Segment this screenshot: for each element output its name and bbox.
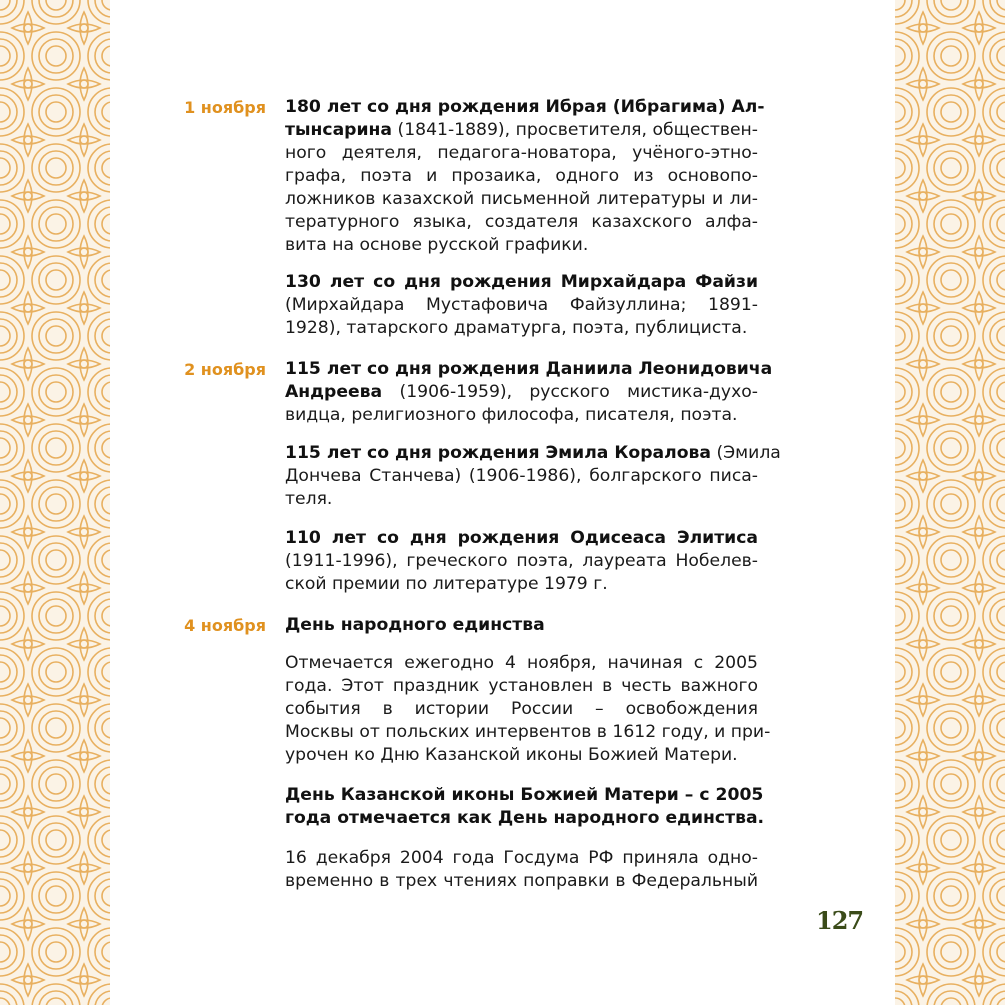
date-label: 2 ноября — [184, 360, 266, 379]
bold-heading: 180 лет со дня рождения Ибрая (Ибрагима) Ал- — [285, 97, 765, 117]
date-label: 4 ноября — [184, 616, 266, 635]
ornament-pattern-right — [895, 0, 1005, 1005]
entry-paragraph — [285, 96, 765, 257]
body-text: теля. — [285, 489, 333, 509]
entry-paragraph — [285, 614, 758, 637]
entry-paragraph — [285, 442, 781, 511]
body-text: урочен ко Дню Казанской иконы Божией Матери. — [285, 745, 738, 765]
body-text: ного деятеля, педагога-новатора, учёного-этно- — [285, 143, 758, 163]
bold-heading: 130 лет со дня рождения Мирхайдара Файзи — [285, 272, 758, 292]
bold-heading: тынсарина — [285, 120, 392, 140]
entry-paragraph — [285, 358, 773, 427]
body-text: 16 декабря 2004 года Госдума РФ приняла одно- — [285, 848, 758, 868]
entry-paragraph — [285, 271, 758, 340]
body-text: Отмечается ежегодно 4 ноября, начиная с 2005 — [285, 653, 758, 673]
body-text: Дончева Станчева) (1906-1986), болгарского писа- — [285, 466, 758, 486]
body-text: тературного языка, создателя казахского алфа- — [285, 212, 758, 232]
entry-paragraph — [285, 784, 765, 830]
body-text: события в истории России – освобождения — [285, 699, 758, 719]
bold-heading: 115 лет со дня рождения Даниила Леонидовича — [285, 359, 773, 379]
body-text: графа, поэта и прозаика, одного из основопо- — [285, 166, 758, 186]
body-text: (Мирхайдара Мустафовича Файзуллина; 1891- — [285, 295, 758, 315]
bold-heading: День Казанской иконы Божией Матери – с 2005 — [285, 785, 764, 805]
body-text: Москвы от польских интервентов в 1612 году, и при- — [285, 722, 771, 742]
ornament-pattern-left — [0, 0, 110, 1005]
entry-paragraph — [285, 527, 758, 596]
bold-heading: День народного единства — [285, 615, 545, 635]
entry-paragraph — [285, 847, 758, 893]
body-text: (Эмила — [711, 443, 781, 463]
body-text: вита на основе русской графики. — [285, 235, 589, 255]
bold-heading: года отмечается как День народного единства. — [285, 808, 765, 828]
bold-heading: Андреева — [285, 382, 383, 402]
body-text: (1841-1889), просветителя, обществен- — [392, 120, 758, 140]
body-text: года. Этот праздник установлен в честь важного — [285, 676, 758, 696]
bold-heading: 110 лет со дня рождения Одисеаса Элитиса — [285, 528, 758, 548]
ornament-border-left — [0, 0, 110, 1005]
body-text: (1911-1996), греческого поэта, лауреата Нобелев- — [285, 551, 758, 571]
bold-heading: 115 лет со дня рождения Эмила Коралова — [285, 443, 712, 463]
ornament-border-right — [895, 0, 1005, 1005]
date-label: 1 ноября — [184, 98, 266, 117]
page-number: 127 — [816, 906, 864, 935]
entry-paragraph — [285, 652, 771, 767]
body-text: ложников казахской письменной литературы и ли- — [285, 189, 758, 209]
body-text: видца, религиозного философа, писателя, поэта. — [285, 405, 738, 425]
body-text: временно в трех чтениях поправки в Федеральный — [285, 871, 758, 891]
body-text: ской премии по литературе 1979 г. — [285, 574, 608, 594]
body-text: (1906-1959), русского мистика-духо- — [382, 382, 758, 402]
body-text: 1928), татарского драматурга, поэта, публициста. — [285, 318, 748, 338]
